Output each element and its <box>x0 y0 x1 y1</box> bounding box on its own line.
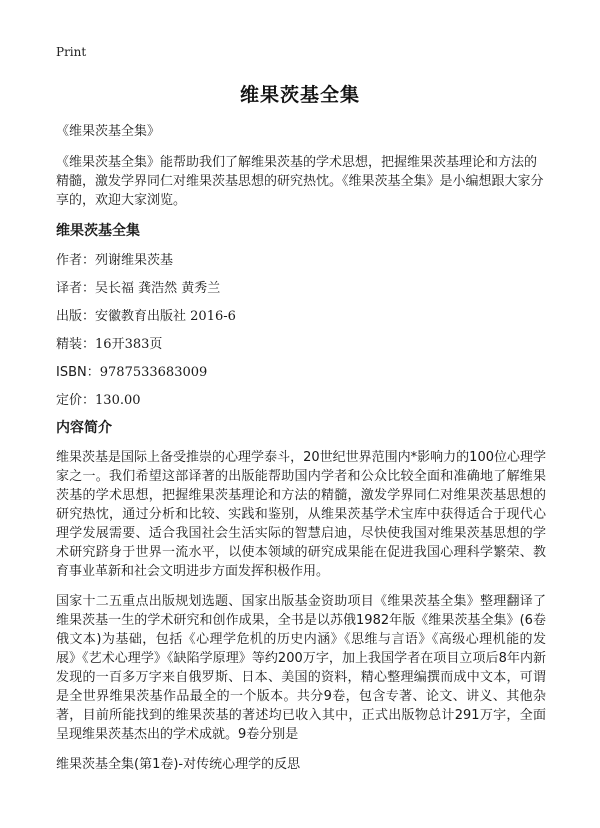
intro-paragraph: 《维果茨基全集》能帮助我们了解维果茨基的学术思想，把握维果茨基理论和方法的精髓，激发学界同仁对维果茨基思想的研究热忱。《维果茨基全集》是小编想跟大家分享的，欢迎大家浏览。 <box>56 155 544 208</box>
meta-isbn-value: 9787533683009 <box>99 365 208 380</box>
meta-binding-value: 16开383页 <box>95 337 163 352</box>
meta-binding-label: 精装 ： <box>56 337 95 352</box>
meta-author-label: 作者 ： <box>56 253 95 268</box>
meta-binding <box>56 335 546 354</box>
summary-paragraph: 国家十二五重点出版规划选题、国家出版基金资助项目《维果茨基全集》整理翻译了维果茨基一生的学术研究和创作成果，全书是以苏俄1982年版《维果茨基全集》(6卷俄文本)为基础，包括《心理学危机的历史内涵》《思维与言语》《高级心理机能的发展》《艺术心理学》《缺陷学原理》等约200万字，加上我国学者在项目立项后8年内新发现的一百多万字来自俄罗斯、日本、美国的资料，精心整理编撰而成中文本，可谓是全世界维果茨基作品最全的一个版本。共分9卷，包含专著、论文、讲义、其他杂著，目前所能找到的维果茨基的著述均已收入其中，正式出版物总计291万字，全面呈现维果茨基杰出的学术成就。9卷分别是 <box>56 594 546 742</box>
meta-publisher-label: 出版 ： <box>56 309 95 324</box>
meta-translator-value: 吴长福 龚浩然 黄秀兰 <box>95 281 221 296</box>
meta-isbn-label: ISBN ： <box>56 365 100 380</box>
meta-translator <box>56 279 546 298</box>
meta-author <box>56 251 546 270</box>
meta-publisher-value: 安徽教育出版社 2016-6 <box>95 309 236 324</box>
meta-publisher <box>56 307 546 326</box>
page-title: 维果茨基全集 <box>239 84 360 106</box>
meta-price-value: 130.00 <box>95 393 141 408</box>
meta-price <box>56 391 546 410</box>
document-content <box>56 122 546 774</box>
meta-author-value: 列谢维果茨基 <box>95 253 174 268</box>
book-heading: 维果茨基全集 <box>56 223 140 239</box>
volume-line: 维果茨基全集(第1卷)-对传统心理学的反思 <box>56 757 301 772</box>
meta-isbn <box>56 363 546 382</box>
summary-heading: 内容简介 <box>56 420 112 436</box>
book-subtitle: 《维果茨基全集》 <box>56 124 161 139</box>
print-link[interactable]: Print <box>56 45 87 59</box>
summary-paragraph: 维果茨基是国际上备受推崇的心理学泰斗，20世纪世界范围内*影响力的100位心理学家之一。我们希望这部译著的出版能帮助国内学者和公众比较全面和准确地了解维果茨基的学术思想，把握维果茨基理论和方法的精髓，激发学界同仁对维果茨基思想的研究热忱，通过分析和比较、实践和鉴别，从维果茨基学术宝库中获得适合于现代心理学发展需要、适合我国社会生活实际的智慧启迪，尽快使我国对维果茨基思想的学术研究跻身于世界一流水平，以使本领域的研究成果能在促进我国心理科学繁荣、教育事业革新和社会文明进步方面发挥积极作用。 <box>56 450 546 579</box>
meta-translator-label: 译者 ： <box>56 281 95 296</box>
meta-price-label: 定价 ： <box>56 393 95 408</box>
